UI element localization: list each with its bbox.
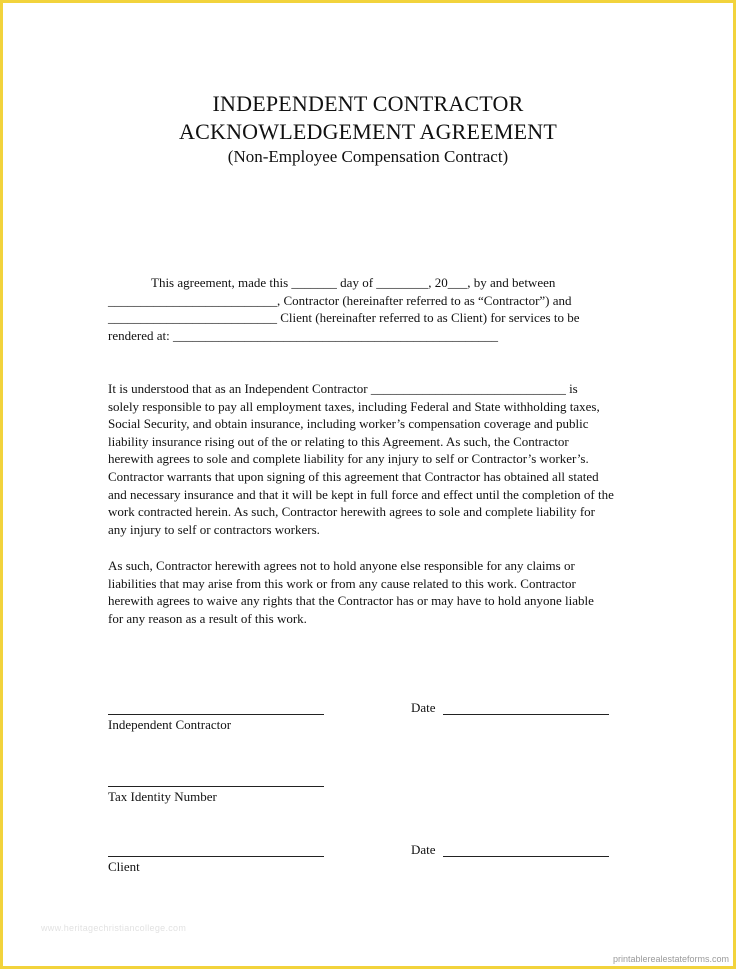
date-label-contractor: Date: [411, 700, 436, 715]
paragraph-line: rendered at: __________________________________________________: [108, 327, 498, 343]
paragraph-line: and necessary insurance and that it will be kept in full force and effect until the completion of the: [108, 486, 614, 502]
paragraph-line: It is understood that as an Independent Contractor ______________________________ is: [108, 381, 578, 396]
paragraph-line: work contracted herein. As such, Contractor herewith agrees to sole and complete liability for: [108, 504, 595, 520]
paragraph-line: This agreement, made this _______ day of ________, 20___, by and between: [151, 275, 556, 290]
contractor-signature-label: Independent Contractor: [108, 717, 232, 732]
paragraph-line: Contractor warrants that upon signing of this agreement that Contractor has obtained all stated: [108, 468, 599, 484]
title-line-1: INDEPENDENT CONTRACTOR: [212, 91, 524, 116]
paragraph-line: __________________________ Client (hereinafter referred to as Client) for services to be: [108, 310, 580, 326]
tax-id-line[interactable]: [108, 786, 324, 787]
client-signature-line[interactable]: [108, 856, 324, 857]
paragraph-liability-waiver: [108, 557, 632, 627]
client-signature-label: Client: [108, 859, 140, 874]
paragraph-contractor-responsibility: [108, 380, 632, 538]
title-line-2: ACKNOWLEDGEMENT AGREEMENT: [179, 119, 557, 144]
contractor-date-line[interactable]: [443, 714, 609, 715]
paragraph-line: liability insurance rising out of the or relating to this Agreement. As such, the Contractor: [108, 433, 569, 449]
subtitle: (Non-Employee Compensation Contract): [227, 147, 509, 166]
paragraph-line: Social Security, and obtain insurance, including worker’s compensation coverage and public: [108, 416, 589, 432]
document-page: [3, 3, 733, 966]
paragraph-line: As such, Contractor herewith agrees not to hold anyone else responsible for any claims or: [108, 558, 575, 573]
paragraph-line: __________________________, Contractor (hereinafter referred to as “Contractor”) and: [108, 292, 572, 308]
paragraph-line: herewith agrees to waive any rights that the Contractor has or may have to hold anyone liable: [108, 593, 594, 609]
contractor-signature-line[interactable]: [108, 714, 324, 715]
paragraph-line: liabilities that may arise from this work or from any cause related to this work. Contractor: [108, 575, 576, 591]
footer-source: printablerealestateforms.com: [612, 954, 729, 964]
tax-id-label: Tax Identity Number: [108, 789, 217, 804]
date-label-client: Date: [411, 842, 436, 857]
paragraph-line: herewith agrees to sole and complete liability for any injury to self or Contractor’s worker’s.: [108, 451, 589, 467]
paragraph-line: for any reason as a result of this work.: [108, 610, 307, 626]
paragraph-agreement-parties: [108, 274, 632, 344]
paragraph-line: any injury to self or contractors workers.: [108, 521, 320, 537]
paragraph-line: solely responsible to pay all employment taxes, including Federal and State withholding taxes,: [108, 398, 600, 414]
client-date-line[interactable]: [443, 856, 609, 857]
watermark: www.heritagechristiancollege.com: [41, 923, 187, 933]
